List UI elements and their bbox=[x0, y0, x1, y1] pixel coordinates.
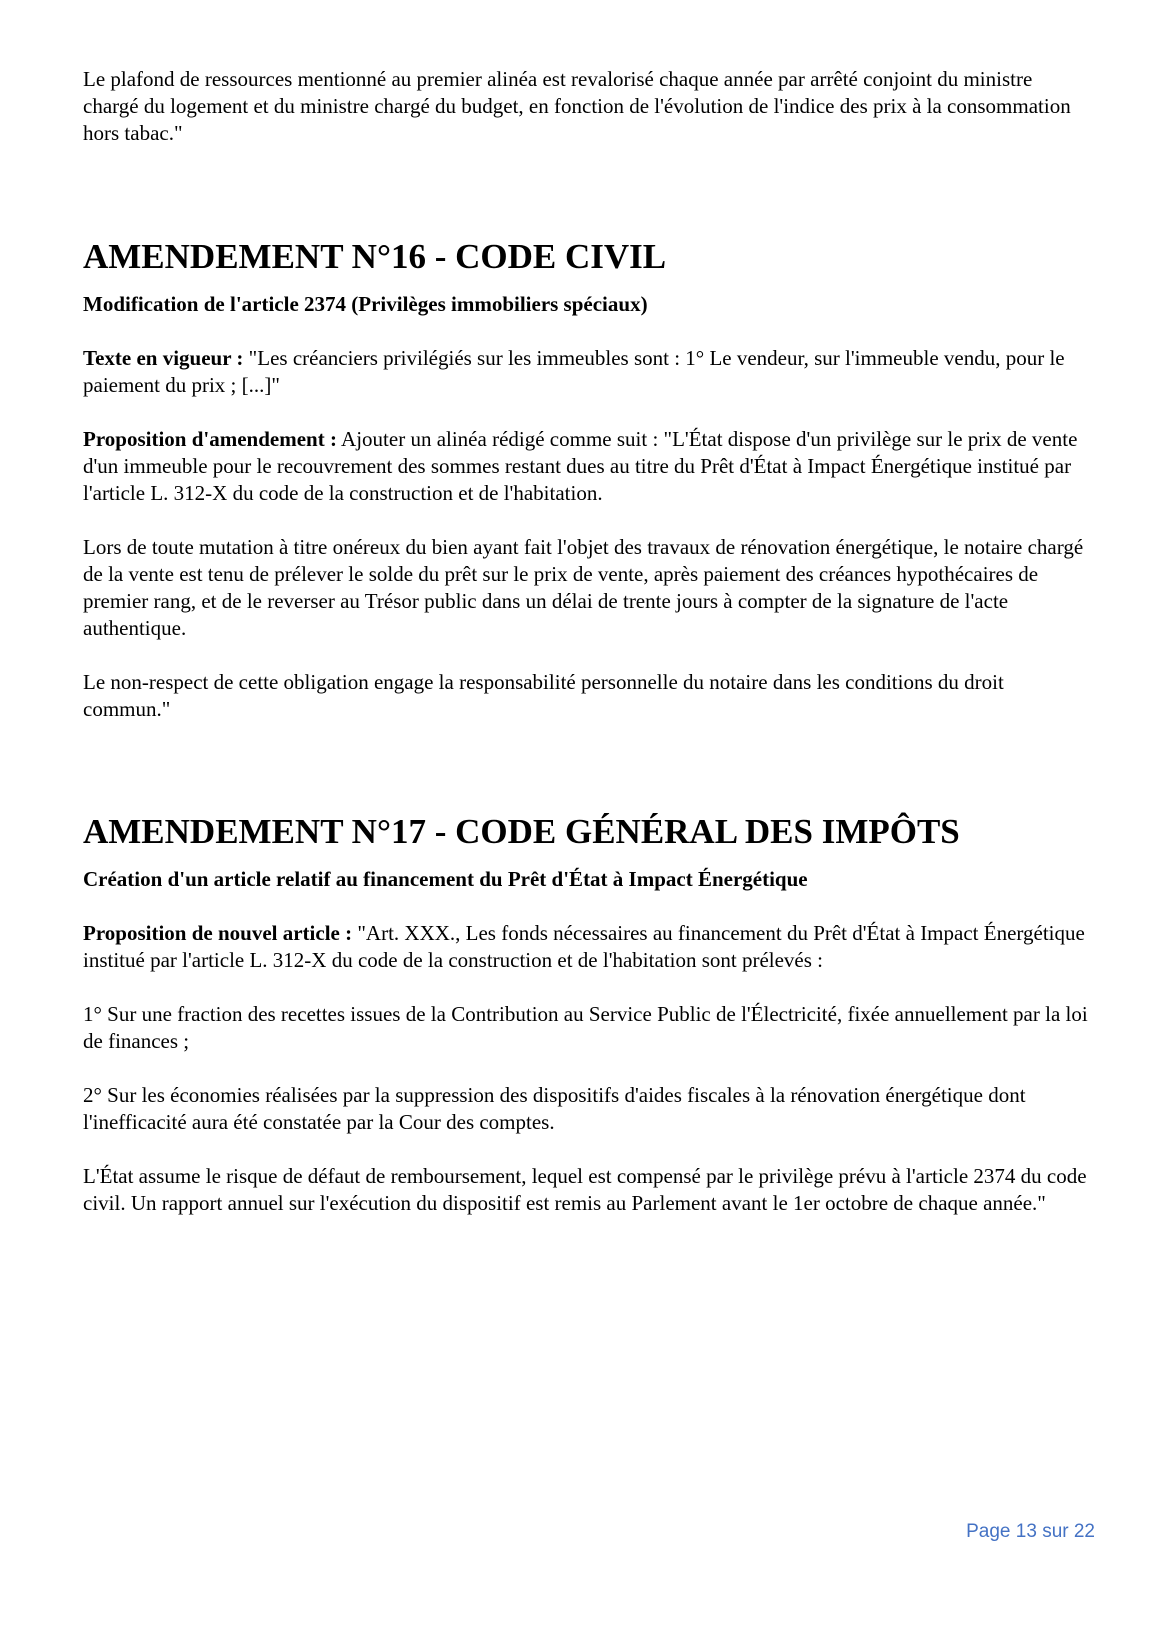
amendment-17-subtitle: Création d'un article relatif au financement du Prêt d'État à Impact Énergétique bbox=[83, 867, 808, 891]
nouvel-article-body: "Art. XXX., Les fonds nécessaires au financement du Prêt d'État à Impact Énergétique institué par l'article L. 312-X du code de la construction et de l'habitation sont prélevés : bbox=[83, 921, 1085, 972]
texte-en-vigueur-label: Texte en vigueur : bbox=[83, 346, 244, 370]
document-page bbox=[83, 66, 1093, 1217]
amendment-17-item-2: 2° Sur les économies réalisées par la suppression des dispositifs d'aides fiscales à la rénovation énergétique dont l'inefficacité aura été constatée par la Cour des comptes. bbox=[83, 1083, 1026, 1134]
texte-en-vigueur-body: "Les créanciers privilégiés sur les immeubles sont : 1° Le vendeur, sur l'immeuble vendu, pour le paiement du prix ; [...]" bbox=[83, 346, 1065, 397]
intro-paragraph: Le plafond de ressources mentionné au premier alinéa est revalorisé chaque année par arrêté conjoint du ministre chargé du logement et du ministre chargé du budget, en fonction de l'évolution de l'indice des prix à la consommation hors tabac." bbox=[83, 67, 1071, 145]
amendment-17-risque-paragraph: L'État assume le risque de défaut de remboursement, lequel est compensé par le privilège prévu à l'article 2374 du code civil. Un rapport annuel sur l'exécution du dispositif est remis au Parlement avant le 1er octobre de chaque année." bbox=[83, 1164, 1087, 1215]
proposition-label: Proposition d'amendement : bbox=[83, 427, 337, 451]
amendment-17-proposition bbox=[83, 920, 1093, 974]
amendment-16-responsabilite-paragraph: Le non-respect de cette obligation engage la responsabilité personnelle du notaire dans les conditions du droit commun." bbox=[83, 670, 1004, 721]
amendment-16-subtitle: Modification de l'article 2374 (Privilèges immobiliers spéciaux) bbox=[83, 292, 648, 316]
page-number: Page 13 sur 22 bbox=[966, 1521, 1095, 1542]
amendment-16-texte-en-vigueur bbox=[83, 345, 1093, 399]
amendment-17-title: AMENDEMENT N°17 - CODE GÉNÉRAL DES IMPÔTS bbox=[83, 812, 960, 851]
amendment-17-item-1: 1° Sur une fraction des recettes issues de la Contribution au Service Public de l'Électricité, fixée annuellement par la loi de finances ; bbox=[83, 1002, 1088, 1053]
nouvel-article-label: Proposition de nouvel article : bbox=[83, 921, 353, 945]
amendment-16-proposition bbox=[83, 426, 1093, 507]
amendment-16-mutation-paragraph: Lors de toute mutation à titre onéreux du bien ayant fait l'objet des travaux de rénovation énergétique, le notaire chargé de la vente est tenu de prélever le solde du prêt sur le prix de vente, après paiement des créances hypothécaires de premier rang, et de le reverser au Trésor public dans un délai de trente jours à compter de la signature de l'acte authentique. bbox=[83, 535, 1084, 640]
proposition-body: Ajouter un alinéa rédigé comme suit : "L'État dispose d'un privilège sur le prix de vente d'un immeuble pour le recouvrement des sommes restant dues au titre du Prêt d'État à Impact Énergétique institué par l'article L. 312-X du code de la construction et de l'habitation. bbox=[83, 427, 1078, 505]
amendment-16-title: AMENDEMENT N°16 - CODE CIVIL bbox=[83, 237, 667, 276]
